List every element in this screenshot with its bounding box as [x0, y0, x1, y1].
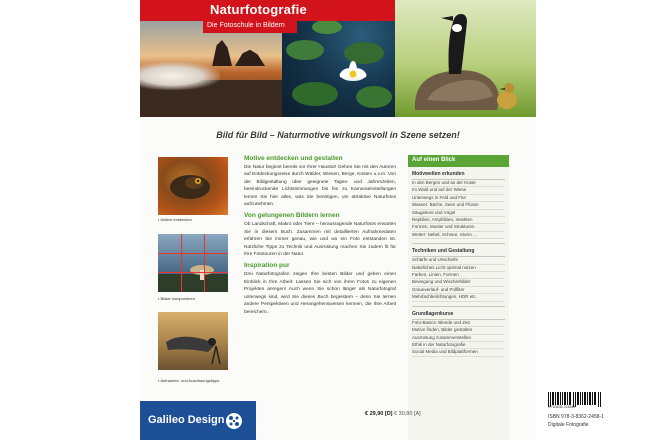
thumbnail-caption: ▪ Aufnahme- und Ausrüstungstipps: [158, 378, 219, 383]
overview-item: Ausrüstung zusammenstellen: [412, 335, 505, 342]
overview-item: Schärfe und Unschärfe: [412, 257, 505, 264]
section-heading: Motive entdecken und gestalten: [244, 155, 343, 162]
publisher-logo: [140, 401, 256, 440]
overview-item: In den Bergen und an der Küste: [412, 180, 505, 187]
overview-group-title: Techniken und Gestaltung: [412, 248, 505, 257]
overview-item: Reptilien, Amphibien, Insekten: [412, 217, 505, 224]
overview-group: [408, 248, 509, 306]
thumbnail-caption: ▪ Motive entdecken: [158, 217, 192, 222]
overview-item: Ethik in der Naturfotografie: [412, 342, 505, 349]
water-lily-flower: [338, 60, 368, 90]
overview-group-title: Motivwelten erkunden: [412, 171, 505, 180]
price-austria: € 30,80 [A]: [394, 411, 421, 417]
photographer-image: [158, 312, 228, 370]
subtitle-bar: [203, 21, 297, 33]
lizard-image: [158, 157, 228, 215]
overview-item: Wasser: Bäche, Seen und Flüsse: [412, 202, 505, 209]
section-heading: Inspiration pur: [244, 262, 290, 270]
overview-box: [408, 155, 509, 440]
isbn: ISBN 978-3-8362-2458-1: [548, 414, 604, 420]
thumbnail-composition: [158, 234, 228, 292]
thumbnail-motive: [158, 157, 228, 215]
overview-heading: Auf einen Blick: [408, 155, 509, 167]
goose-figure: [395, 0, 536, 117]
overview-item: Mehrfachbelichtungen, HDR etc.: [412, 294, 505, 301]
section-body: Die Natur beginnt bereits vor Ihrer Haustür! Gehen Sie mit den Autoren auf Entdeckungsreise durch Wälder, Wiesen, Berge, Küsten u.v.m. Von der Bildgestaltung über geeignete Tages- und Jahreszeiten, beeindruckende Lichtstimmungen bis hin zu Kameraeinstellungen lernen Sie hier alles, was Sie benötigen, um attraktive Naturfotos aufzunehmen.: [244, 165, 396, 208]
overview-item: Foto-Basics: Blende und Zeit: [412, 320, 505, 327]
overview-group: [408, 171, 509, 244]
section-heading: Von gelungenen Bildern lernen: [244, 212, 340, 220]
price-germany: € 29,90 [D]: [365, 411, 393, 417]
overview-item: Säugetiere und Vögel: [412, 210, 505, 217]
section-body: Ob Landschaft, Makro oder Tiere – herausragende Naturfotos erwarten Sie in diesem Buch. Zusammen mit detaillierten Aufnahmedaten erfahren Sie immer genau, wie und wo ein Foto entstanden ist. Nützliche Tipps zu Technik und Ausrüstung machen Sie zudem fit für Ihre Fototouren in der Natur.: [244, 222, 396, 258]
overview-item: Motive finden, Bilder gestalten: [412, 327, 505, 334]
banner: [140, 0, 536, 117]
book-back-cover: [140, 0, 604, 440]
tagline: Bild für Bild – Naturmotive wirkungsvoll in Szene setzen!: [216, 130, 460, 140]
overview-item: Wetter: Nebel, Schnee, Sturm ...: [412, 232, 505, 239]
book-subtitle: Die Fotoschule in Bildern: [207, 22, 285, 29]
publisher-name: Galileo Design: [148, 414, 225, 426]
book-title: Naturfotografie: [210, 2, 307, 17]
title-bar: [140, 0, 395, 21]
thumbnail-caption: ▪ Bilder komponieren: [158, 296, 195, 301]
thumbnail-equipment: [158, 312, 228, 370]
goose-photo: [395, 0, 536, 117]
section-body: Drei Naturfotografen zeigen Ihre besten Bilder und geben einen Einblick in Ihre Arbeit: Lassen Sie sich von ihren Fotos zu eigenen Projekten anregen! Auch wenn Sie schon länger als Naturfotograf unterwegs sind, wird Sie dieses Buch begeistern – denn Sie lernen andere Perspektiven und Herangehensweisen kennen, die Ihre Arbeit bereichern.: [244, 272, 396, 315]
overview-item: Unterwegs in Feld und Flur: [412, 195, 505, 202]
overview-item: Im Wald und auf der Wiese: [412, 187, 505, 194]
book-category: Digitale Fotografie: [548, 422, 589, 428]
overview-group: [408, 311, 509, 357]
overview-item: Graueverlauf- und Polfilter: [412, 287, 505, 294]
overview-item: Natürliches Licht optimal nutzen: [412, 265, 505, 272]
overview-item: Farben, Linien, Formen: [412, 272, 505, 279]
overview-item: Formen, Muster und Strukturen: [412, 224, 505, 231]
price: [365, 411, 421, 417]
barcode-digits: 9 783836 224581: [548, 405, 576, 409]
overview-item: Social Media und Bildplattformen: [412, 349, 505, 356]
description-column: [244, 155, 396, 320]
overview-group-title: Grundlagenkurse: [412, 311, 505, 320]
overview-item: Bewegung und Wischerbilder: [412, 279, 505, 286]
publisher-logo-icon: [224, 411, 244, 431]
mushroom-image: [158, 234, 228, 292]
